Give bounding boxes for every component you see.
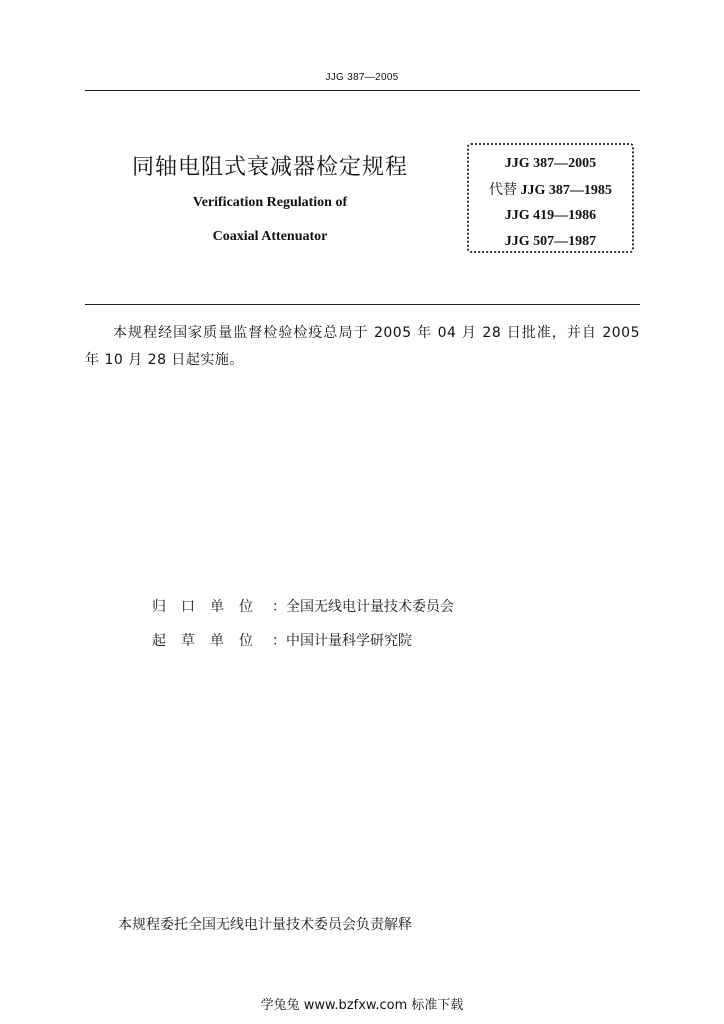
code-current: JJG 387—2005 bbox=[504, 156, 597, 171]
approval-statement: 本规程经国家质量监督检验检疫总局于 2005 年 04 月 28 日批准，并自 2005 年 10 月 28 日起实施。 bbox=[85, 325, 640, 368]
footer-watermark-text: 学兔兔 www.bzfxw.com 标准下载 bbox=[260, 998, 464, 1013]
drafting-unit-label: 起 草 单 位 bbox=[152, 633, 253, 649]
responsible-unit-value: 全国无线电计量技术委员会 bbox=[286, 599, 454, 615]
header-standard-code: JJG 387—2005 bbox=[325, 72, 399, 83]
top-divider bbox=[85, 90, 640, 91]
responsible-unit-label: 归 口 单 位 bbox=[152, 599, 253, 615]
drafting-unit-value: 中国计量科学研究院 bbox=[286, 633, 412, 649]
title-english-line1: Verification Regulation of bbox=[192, 195, 348, 210]
replaces-label: 代替 bbox=[489, 182, 518, 198]
responsible-unit-separator: ： bbox=[272, 599, 286, 615]
drafting-unit-row bbox=[152, 630, 412, 650]
replaced-code: JJG 387—1985 bbox=[517, 183, 612, 198]
title-english-line2: Coaxial Attenuator bbox=[212, 229, 328, 244]
code-replaced-2: JJG 419—1986 bbox=[504, 208, 597, 223]
responsible-unit-row bbox=[152, 596, 454, 616]
interpretation-statement: 本规程委托全国无线电计量技术委员会负责解释 bbox=[118, 917, 412, 933]
standard-code-box bbox=[467, 143, 634, 253]
code-replaced-3: JJG 507—1987 bbox=[504, 234, 597, 249]
title-chinese: 同轴电阻式衰减器检定规程 bbox=[131, 155, 408, 180]
middle-divider bbox=[85, 304, 640, 305]
code-replaces bbox=[469, 177, 632, 203]
drafting-unit-separator: ： bbox=[272, 633, 286, 649]
